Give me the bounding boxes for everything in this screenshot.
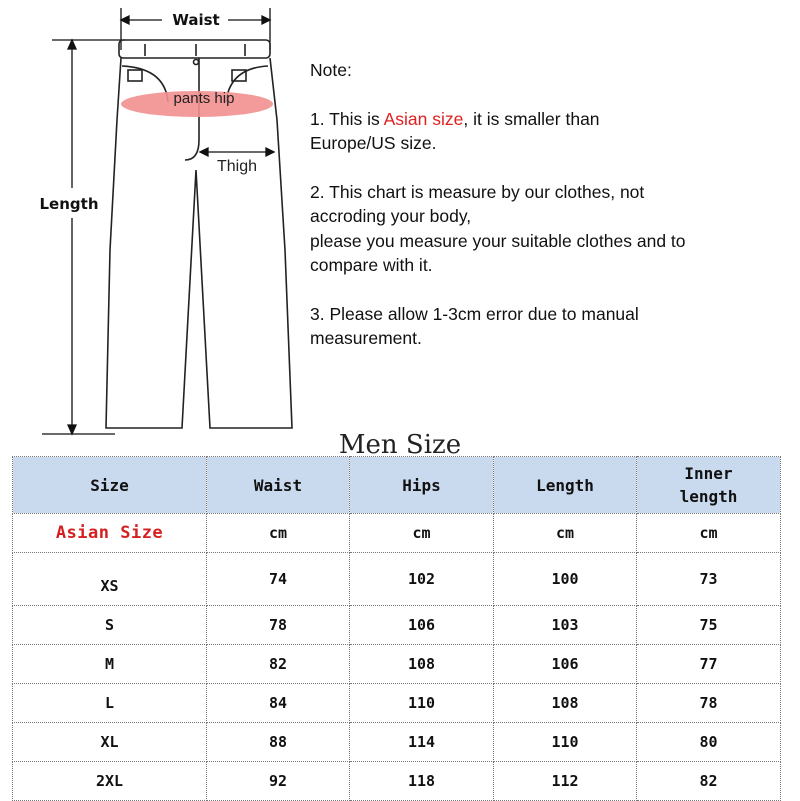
inner-length-cell: 75 <box>637 606 781 645</box>
table-row <box>13 684 781 723</box>
size-cell: S <box>13 606 207 645</box>
length-cell: 110 <box>494 723 637 762</box>
length-label: Length <box>39 195 99 213</box>
waist-cell: 78 <box>207 606 350 645</box>
note-item-1 <box>310 107 790 156</box>
table-caption: Men Size <box>338 432 462 454</box>
asian-size-highlight: Asian size <box>383 108 464 129</box>
note-2-line4: compare with it. <box>310 255 433 275</box>
size-chart-table <box>12 456 781 801</box>
hips-cell: 118 <box>350 762 494 801</box>
note-2-line2: accroding your body, <box>310 206 472 226</box>
waist-cell: 84 <box>207 684 350 723</box>
table-row <box>13 606 781 645</box>
hips-cell: 102 <box>350 553 494 606</box>
header-size: Size <box>13 457 207 514</box>
unit-cell: cm <box>494 514 637 553</box>
note-2-line3: please you measure your suitable clothes and to <box>310 230 686 251</box>
thigh-measure <box>200 148 274 156</box>
pants-diagram <box>0 0 310 445</box>
inner-length-cell: 73 <box>637 553 781 606</box>
inner-length-cell: 77 <box>637 645 781 684</box>
table-row <box>13 762 781 801</box>
size-cell: L <box>13 684 207 723</box>
inner-length-cell: 80 <box>637 723 781 762</box>
hips-cell: 110 <box>350 684 494 723</box>
unit-row <box>13 514 781 553</box>
note-1-line2: Europe/US size. <box>310 133 437 153</box>
table-row <box>13 645 781 684</box>
size-cell: M <box>13 645 207 684</box>
hips-cell: 114 <box>350 723 494 762</box>
asian-size-label: Asian Size <box>13 514 207 553</box>
note-1-prefix: 1. This is <box>310 108 384 129</box>
header-length: Length <box>494 457 637 514</box>
table-row <box>13 723 781 762</box>
waist-cell: 92 <box>207 762 350 801</box>
size-cell: XS <box>13 553 207 606</box>
length-measure <box>39 40 125 434</box>
notes-title: Note: <box>310 60 352 80</box>
note-item-3 <box>310 302 790 351</box>
thigh-label: Thigh <box>216 158 258 175</box>
waist-label: Waist <box>172 11 220 29</box>
note-2-line1: 2. This chart is measure by our clothes, not <box>310 181 645 202</box>
waist-cell: 82 <box>207 645 350 684</box>
length-cell: 108 <box>494 684 637 723</box>
unit-cell: cm <box>207 514 350 553</box>
header-inner-line1: Inner <box>684 464 733 483</box>
table-header-row <box>13 457 781 514</box>
size-cell: 2XL <box>13 762 207 801</box>
note-item-2 <box>310 180 790 278</box>
length-cell: 106 <box>494 645 637 684</box>
waist-cell: 74 <box>207 553 350 606</box>
unit-cell: cm <box>350 514 494 553</box>
note-3-line2: measurement. <box>310 328 422 348</box>
length-cell: 100 <box>494 553 637 606</box>
unit-cell: cm <box>637 514 781 553</box>
table-row <box>13 553 781 606</box>
header-inner-line2: length <box>679 487 738 506</box>
header-hips: Hips <box>350 457 494 514</box>
header-inner-length <box>637 457 781 514</box>
hip-label: pants hip <box>173 90 235 107</box>
note-3-line1: 3. Please allow 1-3cm error due to manual <box>310 303 639 324</box>
length-cell: 112 <box>494 762 637 801</box>
note-1-suffix: , it is smaller than <box>463 108 600 129</box>
length-cell: 103 <box>494 606 637 645</box>
inner-length-cell: 78 <box>637 684 781 723</box>
hips-cell: 106 <box>350 606 494 645</box>
inner-length-cell: 82 <box>637 762 781 801</box>
size-cell: XL <box>13 723 207 762</box>
notes-section <box>310 58 790 375</box>
header-waist: Waist <box>207 457 350 514</box>
hips-cell: 108 <box>350 645 494 684</box>
waist-cell: 88 <box>207 723 350 762</box>
